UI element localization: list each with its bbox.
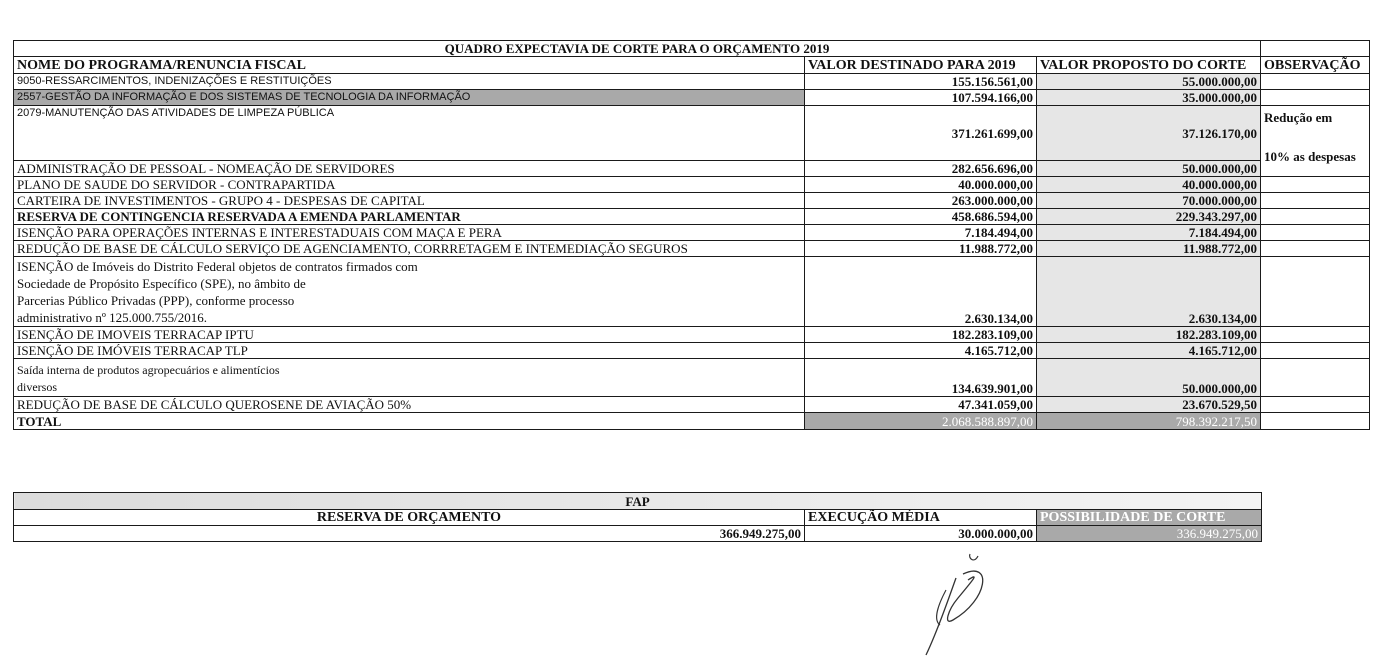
value-destinado: 182.283.109,00 [805,327,1037,343]
row-name: PLANO DE SAUDE DO SERVIDOR - CONTRAPARTIDA [14,177,805,193]
value-execucao: 30.000.000,00 [805,526,1037,542]
total-destinado: 2.068.588.897,00 [805,413,1037,430]
value-proposto: 2.630.134,00 [1037,257,1261,327]
header-valor-proposto: VALOR PROPOSTO DO CORTE [1037,57,1261,74]
value-destinado: 134.639.901,00 [805,359,1037,397]
value-destinado: 2.630.134,00 [805,257,1037,327]
header-observacao: OBSERVAÇÃO [1261,57,1370,74]
value-proposto: 70.000.000,00 [1037,193,1261,209]
value-proposto: 11.988.772,00 [1037,241,1261,257]
row-name-line: ISENÇÃO de Imóveis do Distrito Federal objetos de contratos firmados com [17,259,418,274]
value-proposto: 23.670.529,50 [1037,397,1261,413]
value-proposto: 7.184.494,00 [1037,225,1261,241]
row-name-line: Parcerias Público Privadas (PPP), conforme processo [17,293,295,308]
value-proposto: 55.000.000,00 [1037,74,1261,90]
row-name: ADMINISTRAÇÃO DE PESSOAL - NOMEAÇÃO DE SERVIDORES [14,161,805,177]
row-name-line: administrativo nº 125.000.755/2016. [17,310,207,325]
row-name: RESERVA DE CONTINGENCIA RESERVADA A EMENDA PARLAMENTAR [14,209,805,225]
total-proposto: 798.392.217,50 [1037,413,1261,430]
observacao-note [1261,106,1370,177]
header-valor-destinado: VALOR DESTINADO PARA 2019 [805,57,1037,74]
value-destinado: 107.594.166,00 [805,90,1037,106]
expected-cut-table [13,40,1370,430]
row-name: ISENÇÃO PARA OPERAÇÕES INTERNAS E INTERESTADUAIS COM MAÇA E PERA [14,225,805,241]
observacao-line: Redução em [1264,110,1333,125]
value-destinado: 40.000.000,00 [805,177,1037,193]
value-destinado: 4.165.712,00 [805,343,1037,359]
row-name [14,257,805,327]
row-name: CARTEIRA DE INVESTIMENTOS - GRUPO 4 - DESPESAS DE CAPITAL [14,193,805,209]
value-proposto: 50.000.000,00 [1037,359,1261,397]
value-possibilidade: 336.949.275,00 [1037,526,1262,542]
row-name: 2557-GESTÃO DA INFORMAÇÃO E DOS SISTEMAS DE TECNOLOGIA DA INFORMAÇÃO [14,90,805,106]
row-name-line: diversos [17,380,57,394]
value-proposto: 229.343.297,00 [1037,209,1261,225]
value-destinado: 155.156.561,00 [805,74,1037,90]
value-proposto: 40.000.000,00 [1037,177,1261,193]
fap-table [13,492,1262,542]
total-label: TOTAL [14,413,805,430]
row-name-line: Sociedade de Propósito Específico (SPE), no âmbito de [17,276,306,291]
row-name: REDUÇÃO DE BASE DE CÁLCULO SERVIÇO DE AGENCIAMENTO, CORRRETAGEM E INTEMEDIAÇÃO SEGUROS [14,241,805,257]
value-destinado: 371.261.699,00 [805,106,1037,161]
header-programa: NOME DO PROGRAMA/RENUNCIA FISCAL [14,57,805,74]
row-name: 9050-RESSARCIMENTOS, INDENIZAÇÕES E RESTITUIÇÕES [14,74,805,90]
table-title: QUADRO EXPECTAVIA DE CORTE PARA O ORÇAMENTO 2019 [14,41,1261,57]
fap-title: FAP [14,493,1262,510]
value-reserva: 366.949.275,00 [14,526,805,542]
header-possibilidade: POSSIBILIDADE DE CORTE [1037,510,1262,526]
value-destinado: 282.656.696,00 [805,161,1037,177]
row-name [14,359,805,397]
value-proposto: 4.165.712,00 [1037,343,1261,359]
value-destinado: 11.988.772,00 [805,241,1037,257]
value-destinado: 458.686.594,00 [805,209,1037,225]
value-destinado: 263.000.000,00 [805,193,1037,209]
handwritten-signature [918,550,998,660]
value-destinado: 7.184.494,00 [805,225,1037,241]
row-name: ISENÇÃO DE IMÓVEIS TERRACAP TLP [14,343,805,359]
header-reserva: RESERVA DE ORÇAMENTO [14,510,805,526]
value-destinado: 47.341.059,00 [805,397,1037,413]
row-name-line: Saída interna de produtos agropecuários e alimentícios [17,363,280,377]
value-proposto: 35.000.000,00 [1037,90,1261,106]
row-name: ISENÇÃO DE IMOVEIS TERRACAP IPTU [14,327,805,343]
header-execucao: EXECUÇÃO MÉDIA [805,510,1037,526]
row-name: REDUÇÃO DE BASE DE CÁLCULO QUEROSENE DE AVIAÇÃO 50% [14,397,805,413]
value-proposto: 37.126.170,00 [1037,106,1261,161]
observacao-line: 10% as despesas [1264,149,1356,164]
value-proposto: 182.283.109,00 [1037,327,1261,343]
value-proposto: 50.000.000,00 [1037,161,1261,177]
row-name: 2079-MANUTENÇÃO DAS ATIVIDADES DE LIMPEZA PÚBLICA [14,106,805,161]
